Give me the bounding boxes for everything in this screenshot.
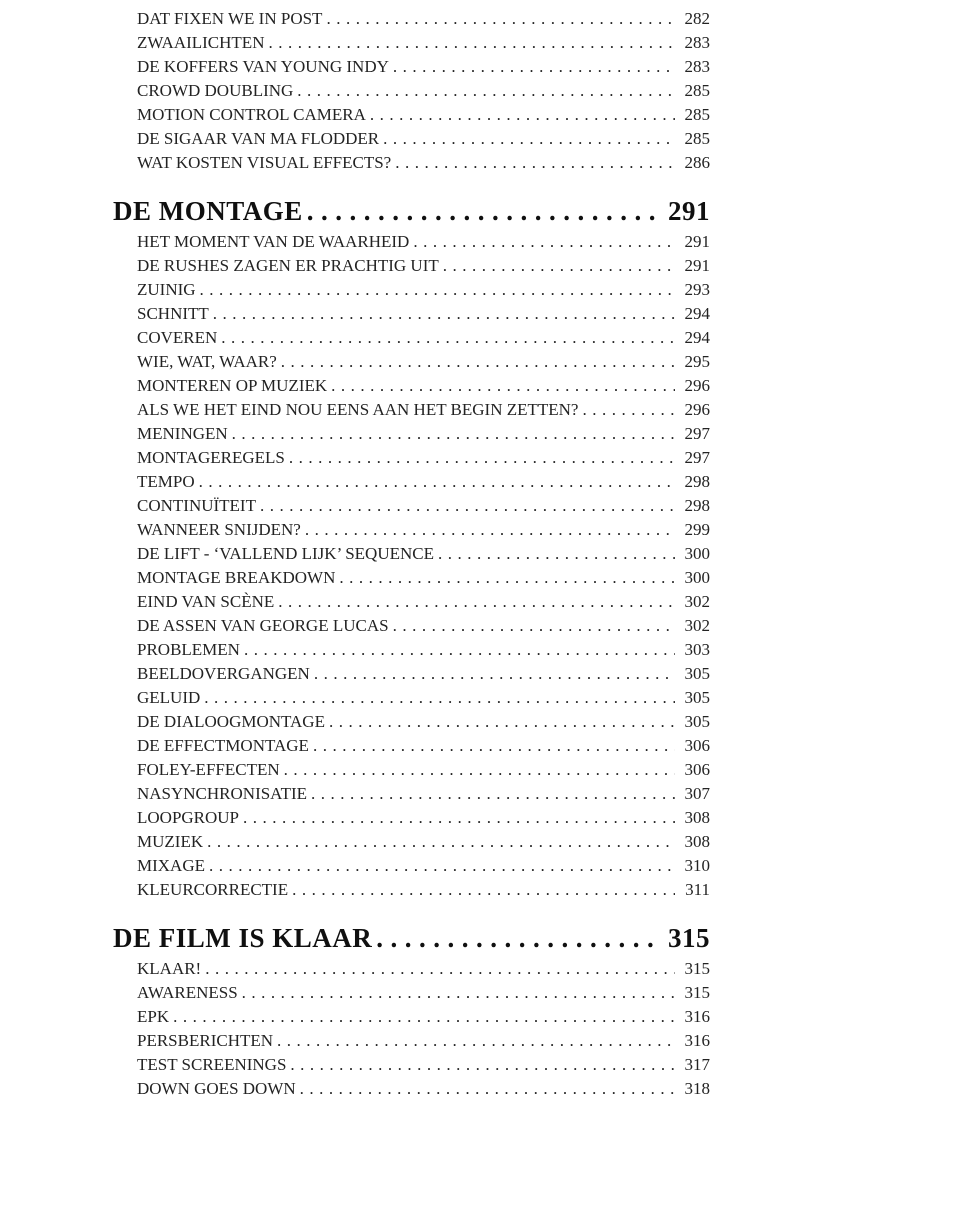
- toc-entry-title: AWARENESS: [137, 983, 238, 1002]
- dot-leader: [307, 195, 661, 227]
- toc-entry-title: DE DIALOOGMONTAGE: [137, 712, 325, 731]
- toc-entry-page: 296: [684, 376, 710, 395]
- toc-entry-title: GELUID: [137, 688, 201, 707]
- dot-leader: [292, 878, 675, 902]
- toc-entry-page: 294: [684, 304, 710, 323]
- section-heading-row: [113, 195, 710, 227]
- toc-entry-title: CONTINUÏTEIT: [137, 496, 256, 515]
- toc-entry-page: 293: [684, 280, 710, 299]
- toc-entry-page: 291: [684, 256, 710, 275]
- dot-leader: [305, 518, 675, 542]
- toc-entry-page: 305: [684, 664, 710, 683]
- toc-entry-row: [113, 494, 710, 518]
- dot-leader: [205, 957, 675, 981]
- toc-entry-page: 298: [684, 496, 710, 515]
- section-heading-page: 291: [668, 196, 710, 226]
- toc-entry-page: 308: [684, 808, 710, 827]
- dot-leader: [297, 79, 675, 103]
- toc-entry-row: [113, 758, 710, 782]
- toc-entry-title: CROWD DOUBLING: [137, 81, 294, 100]
- toc-entry-title: DOWN GOES DOWN: [137, 1079, 296, 1098]
- toc-entry-row: [113, 398, 710, 422]
- toc-entry-row: [113, 55, 710, 79]
- toc-entry-page: 296: [684, 400, 710, 419]
- toc-entry-page: 299: [684, 520, 710, 539]
- dot-leader: [207, 830, 675, 854]
- toc-entry-row: [113, 957, 710, 981]
- toc-entry-page: 315: [684, 983, 710, 1002]
- toc-entry-title: DAT FIXEN WE IN POST: [137, 9, 323, 28]
- section-entries: [113, 230, 710, 902]
- toc-entry-title: WAT KOSTEN VISUAL EFFECTS?: [137, 153, 392, 172]
- toc-entry-row: [113, 470, 710, 494]
- toc-entry-page: 303: [684, 640, 710, 659]
- toc-entry-row: [113, 614, 710, 638]
- toc-entry-row: [113, 79, 710, 103]
- dot-leader: [370, 103, 675, 127]
- toc-entry-row: [113, 278, 710, 302]
- toc-entry-title: LOOPGROUP: [137, 808, 240, 827]
- toc-entry-title: ZUINIG: [137, 280, 196, 299]
- toc-section: [113, 195, 710, 902]
- toc-entry-row: [113, 1077, 710, 1101]
- toc-entry-row: [113, 854, 710, 878]
- dot-leader: [290, 1053, 675, 1077]
- section-entries: [113, 7, 710, 175]
- dot-leader: [376, 922, 661, 954]
- toc-entry-title: MONTAGEREGELS: [137, 448, 285, 467]
- toc-entry-title: EIND VAN SCÈNE: [137, 592, 275, 611]
- toc-entry-title: KLAAR!: [137, 959, 202, 978]
- toc-entry-page: 283: [684, 33, 710, 52]
- dot-leader: [393, 614, 675, 638]
- toc-entry-page: 317: [684, 1055, 710, 1074]
- dot-leader: [289, 446, 675, 470]
- dot-leader: [243, 806, 675, 830]
- toc-entry-page: 294: [684, 328, 710, 347]
- toc-entry-page: 306: [684, 760, 710, 779]
- toc-entry-row: [113, 374, 710, 398]
- dot-leader: [284, 758, 675, 782]
- toc-entry-row: [113, 1029, 710, 1053]
- toc-entry-page: 316: [684, 1031, 710, 1050]
- toc-entry-row: [113, 422, 710, 446]
- toc-entry-title: EPK: [137, 1007, 170, 1026]
- toc-entry-page: 285: [684, 81, 710, 100]
- dot-leader: [242, 981, 675, 1005]
- toc-entry-title: HET MOMENT VAN DE WAARHEID: [137, 232, 410, 251]
- toc-entry-row: [113, 31, 710, 55]
- toc-entry-title: COVEREN: [137, 328, 218, 347]
- dot-leader: [260, 494, 675, 518]
- toc-entry-row: [113, 7, 710, 31]
- dot-leader: [582, 398, 675, 422]
- dot-leader: [395, 151, 675, 175]
- toc-entry-title: WANNEER SNIJDEN?: [137, 520, 301, 539]
- toc-entry-row: [113, 806, 710, 830]
- toc-entry-title: NASYNCHRONISATIE: [137, 784, 308, 803]
- toc-entry-row: [113, 710, 710, 734]
- toc-entry-row: [113, 151, 710, 175]
- toc-entry-title: TEMPO: [137, 472, 195, 491]
- toc-entry-row: [113, 230, 710, 254]
- toc-entry-title: DE ASSEN VAN GEORGE LUCAS: [137, 616, 389, 635]
- toc-entry-page: 291: [684, 232, 710, 251]
- dot-leader: [213, 302, 675, 326]
- section-heading-title: DE FILM IS KLAAR: [113, 923, 373, 953]
- toc-entry-title: FOLEY-EFFECTEN: [137, 760, 280, 779]
- toc-entry-title: DE KOFFERS VAN YOUNG INDY: [137, 57, 389, 76]
- toc-entry-page: 297: [684, 424, 710, 443]
- toc-entry-title: KLEURCORRECTIE: [137, 880, 289, 899]
- toc-entry-page: 302: [684, 592, 710, 611]
- toc-entry-title: MONTEREN OP MUZIEK: [137, 376, 328, 395]
- toc-entry-page: 306: [684, 736, 710, 755]
- toc-entry-row: [113, 734, 710, 758]
- toc-entry-row: [113, 446, 710, 470]
- dot-leader: [173, 1005, 675, 1029]
- toc-entry-title: DE SIGAAR VAN MA FLODDER: [137, 129, 380, 148]
- toc-entry-row: [113, 103, 710, 127]
- section-heading-page: 315: [668, 923, 710, 953]
- toc-entry-page: 300: [684, 568, 710, 587]
- toc-entry-title: DE RUSHES ZAGEN ER PRACHTIG UIT: [137, 256, 439, 275]
- toc-entry-page: 305: [684, 712, 710, 731]
- toc-entry-page: 302: [684, 616, 710, 635]
- toc-entry-page: 283: [684, 57, 710, 76]
- toc-entry-title: WIE, WAT, WAAR?: [137, 352, 277, 371]
- toc-entry-title: PERSBERICHTEN: [137, 1031, 274, 1050]
- toc-section: [113, 922, 710, 1101]
- toc-entry-page: 311: [685, 880, 710, 899]
- toc-entry-row: [113, 662, 710, 686]
- toc-entry-row: [113, 350, 710, 374]
- dot-leader: [281, 350, 675, 374]
- toc-entry-title: TEST SCREENINGS: [137, 1055, 287, 1074]
- toc-entry-row: [113, 782, 710, 806]
- toc-entry-row: [113, 1053, 710, 1077]
- toc-entry-page: 305: [684, 688, 710, 707]
- dot-leader: [268, 31, 675, 55]
- toc-entry-row: [113, 981, 710, 1005]
- toc-entry-title: MOTION CONTROL CAMERA: [137, 105, 366, 124]
- section-entries: [113, 957, 710, 1101]
- dot-leader: [300, 1077, 675, 1101]
- dot-leader: [232, 422, 675, 446]
- toc-entry-page: 310: [684, 856, 710, 875]
- toc-entry-row: [113, 254, 710, 278]
- toc-entry-title: MIXAGE: [137, 856, 205, 875]
- toc-entry-row: [113, 566, 710, 590]
- dot-leader: [329, 710, 675, 734]
- dot-leader: [413, 230, 675, 254]
- dot-leader: [244, 638, 675, 662]
- toc-entry-row: [113, 686, 710, 710]
- toc-entry-title: MONTAGE BREAKDOWN: [137, 568, 336, 587]
- toc-entry-page: 298: [684, 472, 710, 491]
- toc-entry-row: [113, 1005, 710, 1029]
- section-heading-title: DE MONTAGE: [113, 196, 303, 226]
- toc-entry-row: [113, 326, 710, 350]
- dot-leader: [314, 662, 675, 686]
- toc-entry-title: ZWAAILICHTEN: [137, 33, 265, 52]
- toc-entry-title: PROBLEMEN: [137, 640, 240, 659]
- toc-entry-row: [113, 542, 710, 566]
- toc-entry-row: [113, 638, 710, 662]
- toc-entry-title: ALS WE HET EIND NOU EENS AAN HET BEGIN ZETTEN?: [137, 400, 579, 419]
- toc-entry-page: 307: [684, 784, 710, 803]
- dot-leader: [209, 854, 675, 878]
- dot-leader: [443, 254, 675, 278]
- toc-entry-row: [113, 878, 710, 902]
- dot-leader: [393, 55, 675, 79]
- dot-leader: [313, 734, 675, 758]
- toc-entry-page: 308: [684, 832, 710, 851]
- toc-entry-page: 282: [684, 9, 710, 28]
- toc-entry-page: 297: [684, 448, 710, 467]
- toc-entry-page: 285: [684, 105, 710, 124]
- dot-leader: [199, 470, 675, 494]
- dot-leader: [278, 590, 675, 614]
- dot-leader: [383, 127, 675, 151]
- toc-entry-row: [113, 302, 710, 326]
- toc-page: [113, 7, 710, 1101]
- toc-entry-title: SCHNITT: [137, 304, 209, 323]
- dot-leader: [326, 7, 675, 31]
- toc-entry-page: 318: [684, 1079, 710, 1098]
- dot-leader: [311, 782, 675, 806]
- dot-leader: [204, 686, 675, 710]
- dot-leader: [221, 326, 675, 350]
- toc-entry-title: BEELDOVERGANGEN: [137, 664, 310, 683]
- dot-leader: [277, 1029, 675, 1053]
- dot-leader: [438, 542, 675, 566]
- toc-entry-page: 315: [684, 959, 710, 978]
- toc-entry-page: 300: [684, 544, 710, 563]
- toc-entry-page: 286: [684, 153, 710, 172]
- toc-entry-page: 316: [684, 1007, 710, 1026]
- toc-entry-title: MUZIEK: [137, 832, 204, 851]
- toc-entry-page: 285: [684, 129, 710, 148]
- toc-entry-row: [113, 518, 710, 542]
- toc-entry-row: [113, 830, 710, 854]
- toc-entry-row: [113, 127, 710, 151]
- dot-leader: [331, 374, 675, 398]
- toc-entry-page: 295: [684, 352, 710, 371]
- toc-entry-row: [113, 590, 710, 614]
- section-heading-row: [113, 922, 710, 954]
- toc-entry-title: DE LIFT - ‘VALLEND LIJK’ SEQUENCE: [137, 544, 434, 563]
- dot-leader: [339, 566, 675, 590]
- toc-entry-title: DE EFFECTMONTAGE: [137, 736, 309, 755]
- toc-section: [113, 7, 710, 175]
- toc-entry-title: MENINGEN: [137, 424, 228, 443]
- dot-leader: [200, 278, 675, 302]
